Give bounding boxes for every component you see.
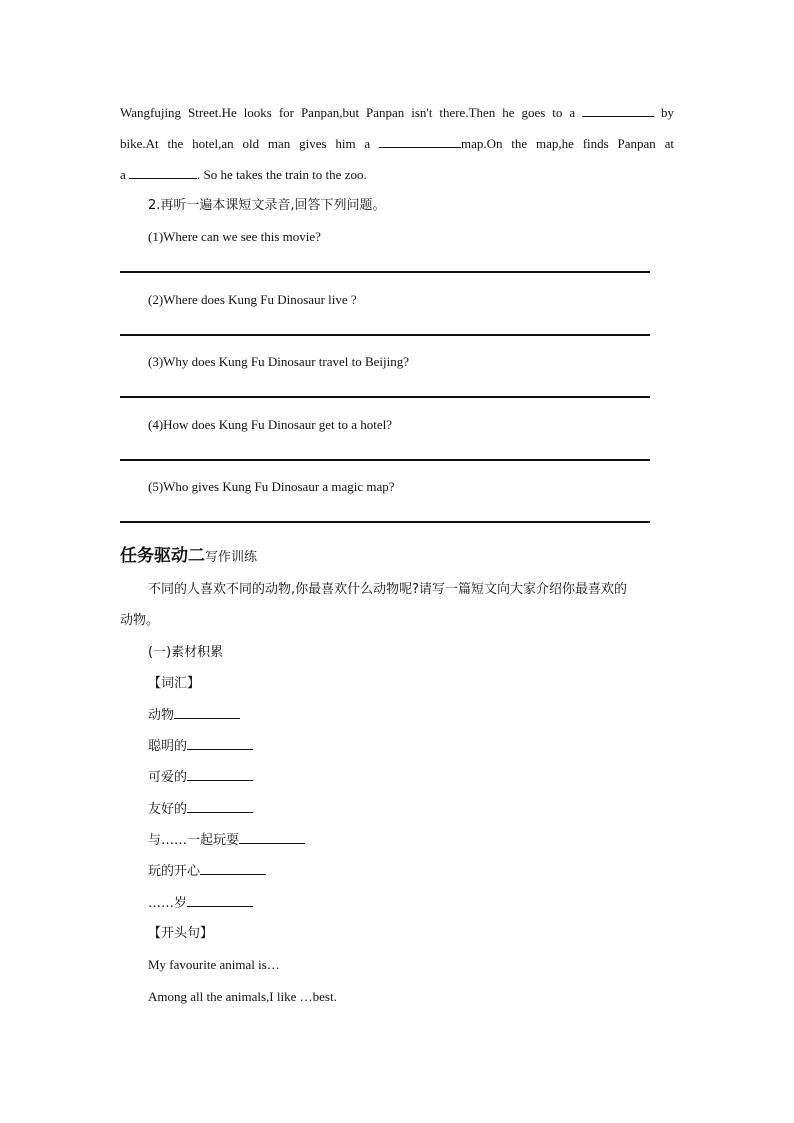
question-3: (3)Why does Kung Fu Dinosaur travel to Beijing? bbox=[148, 354, 410, 369]
vocab-label: 可爱的 bbox=[148, 770, 188, 785]
vocab-item bbox=[148, 862, 266, 881]
vocab-item bbox=[148, 800, 253, 819]
vocab-item bbox=[148, 894, 253, 913]
section-title bbox=[120, 541, 257, 566]
question-2: (2)Where does Kung Fu Dinosaur live ? bbox=[148, 292, 357, 307]
vocab-blank[interactable] bbox=[187, 894, 253, 907]
vocab-blank[interactable] bbox=[187, 800, 253, 813]
opening-sentence-2: Among all the animals,I like …best. bbox=[148, 989, 337, 1004]
vocab-item bbox=[148, 831, 305, 850]
vocab-blank[interactable] bbox=[200, 862, 266, 875]
passage-text: a bbox=[120, 167, 126, 182]
vocab-item bbox=[148, 768, 253, 787]
vocab-heading: 【词汇】 bbox=[148, 676, 201, 691]
vocab-item bbox=[148, 706, 240, 725]
passage-text: . So he takes the train to the zoo. bbox=[197, 167, 367, 182]
question-4: (4)How does Kung Fu Dinosaur get to a hotel? bbox=[148, 417, 393, 432]
question-5: (5)Who gives Kung Fu Dinosaur a magic map? bbox=[148, 479, 395, 494]
passage-line-2 bbox=[120, 135, 674, 153]
question-1: (1)Where can we see this movie? bbox=[148, 229, 321, 244]
answer-line-2[interactable] bbox=[120, 334, 650, 336]
section-title-bold: 任务驱动二 bbox=[120, 546, 205, 566]
vocab-label: 动物 bbox=[148, 708, 175, 723]
passage-line-1 bbox=[120, 104, 674, 122]
vocab-blank[interactable] bbox=[187, 737, 253, 750]
vocab-blank[interactable] bbox=[239, 831, 305, 844]
vocab-blank[interactable] bbox=[174, 706, 240, 719]
answer-line-4[interactable] bbox=[120, 459, 650, 461]
vocab-label: 玩的开心 bbox=[148, 864, 201, 879]
vocab-label: 与……一起玩耍 bbox=[148, 833, 240, 848]
answer-line-3[interactable] bbox=[120, 396, 650, 398]
opening-sentence-1: My favourite animal is… bbox=[148, 957, 280, 972]
passage-text: Wangfujing Street.He looks for Panpan,but Panpan isn't there.Then he goes to a bbox=[120, 105, 576, 120]
fill-blank[interactable] bbox=[129, 166, 197, 179]
subheading: (一)素材积累 bbox=[148, 645, 224, 660]
passage-text: map.On the map,he finds Panpan at bbox=[460, 136, 674, 151]
writing-prompt-line-1: 不同的人喜欢不同的动物,你最喜欢什么动物呢?请写一篇短文向大家介绍你最喜欢的 bbox=[148, 582, 628, 597]
answer-line-5[interactable] bbox=[120, 521, 650, 523]
listening-instruction: 2.再听一遍本课短文录音,回答下列问题。 bbox=[148, 198, 386, 213]
writing-prompt-line-2: 动物。 bbox=[120, 613, 160, 628]
section-title-small: 写作训练 bbox=[205, 550, 258, 565]
vocab-label: ……岁 bbox=[148, 896, 188, 911]
passage-line-3 bbox=[120, 166, 367, 184]
passage-text: bike.At the hotel,an old man gives him a bbox=[120, 136, 371, 151]
vocab-label: 聪明的 bbox=[148, 739, 188, 754]
fill-blank[interactable] bbox=[379, 135, 461, 148]
vocab-item bbox=[148, 737, 253, 756]
answer-line-1[interactable] bbox=[120, 271, 650, 273]
vocab-label: 友好的 bbox=[148, 802, 188, 817]
opening-heading: 【开头句】 bbox=[148, 926, 214, 941]
vocab-blank[interactable] bbox=[187, 768, 253, 781]
fill-blank[interactable] bbox=[582, 104, 654, 117]
passage-text: by bbox=[661, 105, 675, 120]
